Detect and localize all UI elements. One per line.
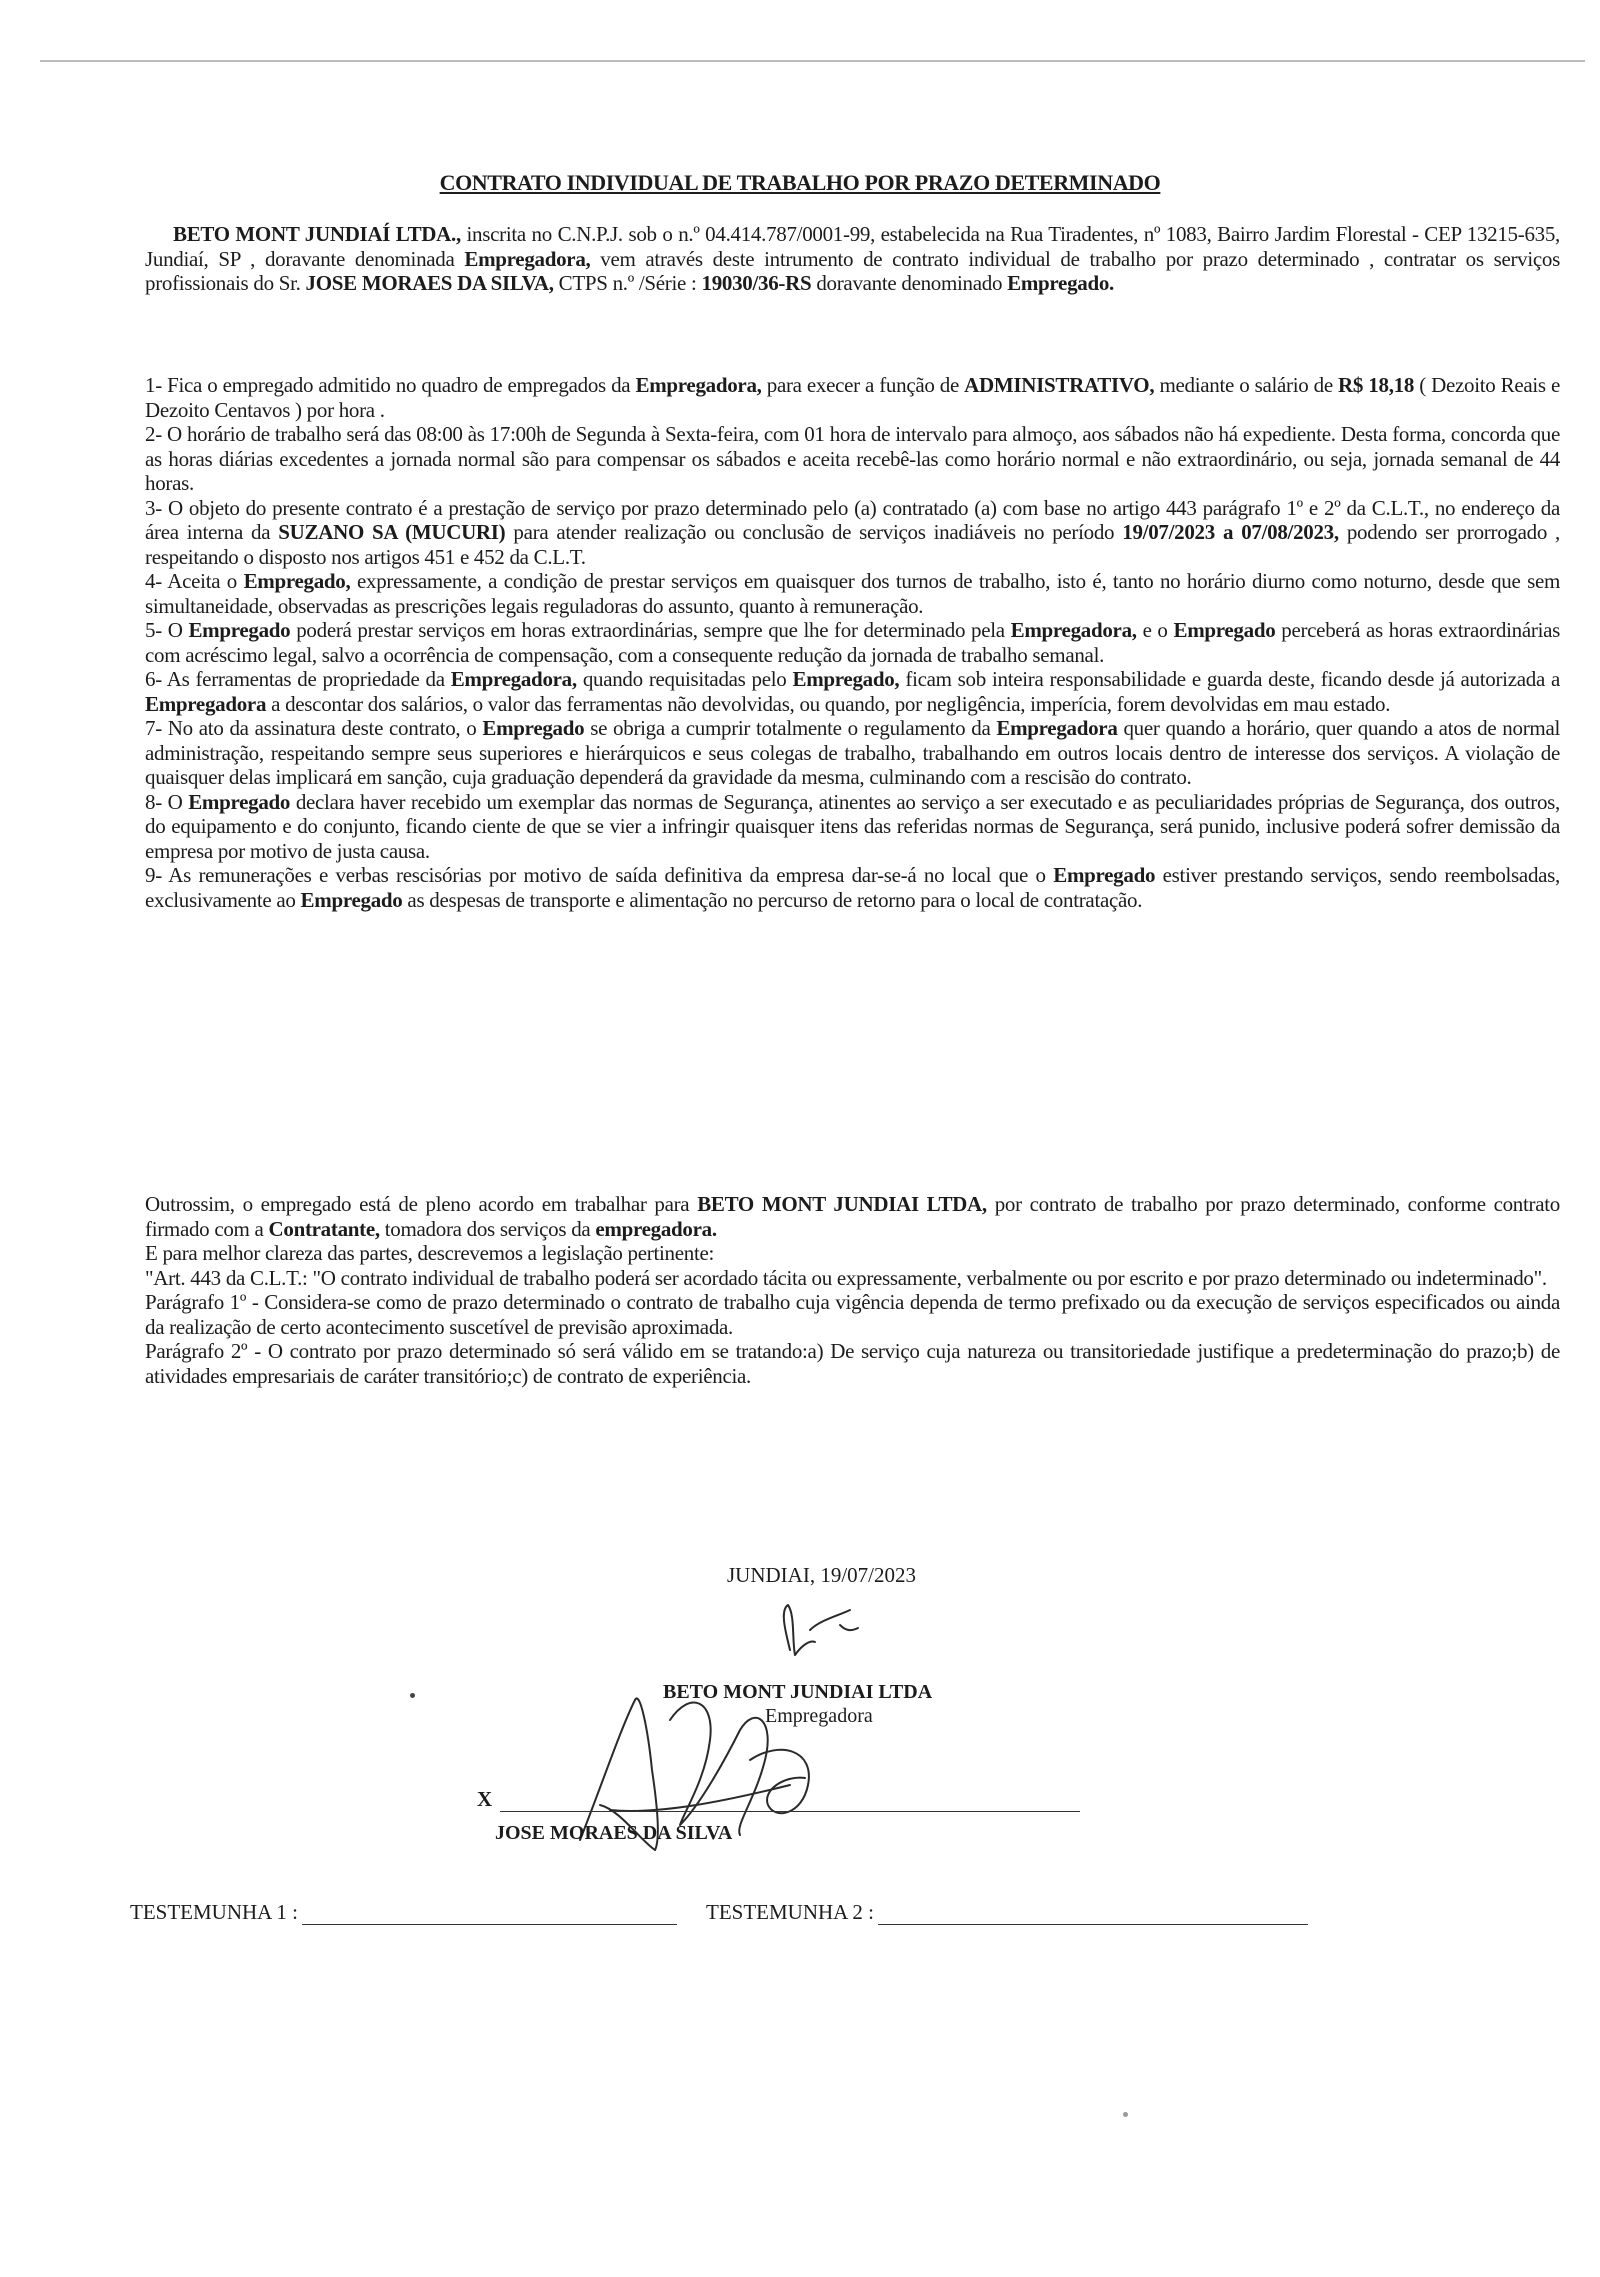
clause-2: 2- O horário de trabalho será das 08:00 às 17:00h de Segunda à Sexta-feira, com 01 hora de intervalo para almoço, aos sábados não há expediente. Desta forma, concorda que as horas diárias excedentes a jornada normal são para compensar os sábados e aceita recebê-las como horário normal e não extraordinário, ou seja, jornada semanal de 44 horas.	[145, 422, 1560, 495]
closing-art-443: "Art. 443 da C.L.T.: "O contrato individual de trabalho poderá ser acordado tácita ou expressamente, verbalmente ou por escrito e por prazo determinado ou indeterminado".	[145, 1265, 1547, 1290]
closing-legislation-intro: E para melhor clareza das partes, descrevemos a legislação pertinente:	[145, 1241, 715, 1265]
document-title: CONTRATO INDIVIDUAL DE TRABALHO POR PRAZO DETERMINADO	[439, 170, 1161, 195]
employee-signature-line	[500, 1811, 1080, 1812]
page-edge-line	[40, 60, 1585, 62]
clause-4: 4- Aceita o Empregado, expressamente, a condição de prestar serviços em quaisquer dos turnos de trabalho, isto é, tanto no horário diurno como noturno, desde que sem simultaneidade, observadas as prescrições legais reguladoras do assunto, quanto à remuneração.	[145, 569, 1560, 618]
scan-speck	[410, 1693, 415, 1698]
signature-stroke-2	[810, 1610, 858, 1630]
closing-agreement: Outrossim, o empregado está de pleno acordo em trabalhar para BETO MONT JUNDIAI LTDA, por contrato de trabalho por prazo determinado, conforme contrato firmado com a Contratante, tomadora dos serviços da empregadora.	[145, 1192, 1560, 1241]
employee-name-intro: JOSE MORAES DA SILVA,	[305, 271, 554, 295]
clauses-list	[145, 373, 1560, 912]
employer-role: Empregadora	[765, 1705, 873, 1727]
witness-1	[130, 1900, 677, 1925]
witness-1-line	[302, 1924, 677, 1925]
closing-paragraph-2: Parágrafo 2º - O contrato por prazo determinado só será válido em se tratando:a) De serviço cuja natureza ou transitoriedade justifique a predeterminação do prazo;b) de atividades empresariais de caráter transitório;c) de contrato de experiência.	[145, 1339, 1560, 1388]
signature-stroke-6	[610, 1785, 790, 1811]
witness-2-line	[878, 1924, 1308, 1925]
place-date: JUNDIAI, 19/07/2023	[727, 1563, 916, 1587]
witness-2	[706, 1900, 1308, 1925]
employer-name: BETO MONT JUNDIAI LTDA	[663, 1681, 933, 1703]
clause-5: 5- O Empregado poderá prestar serviços em horas extraordinárias, sempre que lhe for determinado pela Empregadora, e o Empregado perceberá as horas extraordinárias com acréscimo legal, salvo a ocorrência de compensação, com a consequente redução da jornada de trabalho semanal.	[145, 618, 1560, 667]
employee-term: Empregado.	[1007, 271, 1115, 295]
clause-6: 6- As ferramentas de propriedade da Empregadora, quando requisitadas pelo Empregado, ficam sob inteira responsabilidade e guarda deste, ficando desde já autorizada a Empregadora a descontar dos salários, o valor das ferramentas não devolvidas, ou quando, por negligência, imperícia, forem devolvidas em mau estado.	[145, 667, 1560, 716]
clause-7: 7- No ato da assinatura deste contrato, o Empregado se obriga a cumprir totalmente o regulamento da Empregadora quer quando a horário, quer quando a atos de normal administração, respeitando sempre seus superiores e hierárquicos e seus colegas de trabalho, trabalhando em outros locais dentro de interesse dos serviços. A violação de quaisquer delas implicará em sanção, cuja graduação dependerá da gravidade da mesma, culminando com a rescisão do contrato.	[145, 716, 1560, 789]
scan-speck	[1123, 2112, 1128, 2117]
closing-paragraph-1: Parágrafo 1º - Considera-se como de prazo determinado o contrato de trabalho cuja vigência dependa de termo prefixado ou da execução de serviços especificados ou ainda da realização de certo acontecimento suscetível de previsão aproximada.	[145, 1290, 1560, 1339]
employee-name-signature: JOSE MORAES DA SILVA	[495, 1822, 733, 1844]
clause-1: 1- Fica o empregado admitido no quadro de empregados da Empregadora, para execer a função de ADMINISTRATIVO, mediante o salário de R$ 18,18 ( Dezoito Reais e Dezoito Centavos ) por hora .	[145, 373, 1561, 422]
clause-9: 9- As remunerações e verbas rescisórias por motivo de saída definitiva da empresa dar-se-á no local que o Empregado estiver prestando serviços, sendo reembolsadas, exclusivamente ao Empregado as despesas de transporte e alimentação no percurso de retorno para o local de contratação.	[145, 863, 1560, 912]
employer-term: Empregadora,	[464, 246, 591, 271]
signature-x-mark: X	[477, 1787, 493, 1811]
intro-paragraph: BETO MONT JUNDIAÍ LTDA., inscrita no C.N.P.J. sob o n.º 04.414.787/0001-99, estabelecida na Rua Tiradentes, nº 1083, Bairro Jardim Florestal - CEP 13215-635, Jundiaí, SP , doravante denominada Empregadora, vem através deste intrumento de contrato individual de trabalho por prazo determinado , contratar os serviços profissionais do Sr. JOSE MORAES DA SILVA, CTPS n.º /Série : 19030/36-RS doravante denominado Empregado.	[145, 222, 1560, 295]
witness-1-label: TESTEMUNHA 1 :	[130, 1900, 298, 1924]
witness-2-label: TESTEMUNHA 2 :	[706, 1900, 874, 1924]
ctps-number: 19030/36-RS	[701, 271, 812, 295]
signature-stroke-4	[670, 1703, 768, 1835]
company-name: BETO MONT JUNDIAÍ LTDA.,	[173, 222, 461, 246]
clause-3: 3- O objeto do presente contrato é a prestação de serviço por prazo determinado pelo (a) contratado (a) com base no artigo 443 parágrafo 1º e 2º da C.L.T., no endereço da área interna da SUZANO SA (MUCURI) para atender realização ou conclusão de serviços inadiáveis no período 19/07/2023 a 07/08/2023, podendo ser prorrogado , respeitando o disposto nos artigos 451 e 452 da C.L.T.	[145, 495, 1560, 569]
clause-8: 8- O Empregado declara haver recebido um exemplar das normas de Segurança, atinentes ao serviço a ser executado e as peculiaridades próprias de Segurança, dos outros, do equipamento e do conjunto, ficando ciente de que se vier a infringir quaisquer itens das referidas normas de Segurança, será punido, inclusive poderá sofrer demissão da empresa por motivo de justa causa.	[145, 789, 1560, 863]
closing-section	[145, 1192, 1560, 1388]
